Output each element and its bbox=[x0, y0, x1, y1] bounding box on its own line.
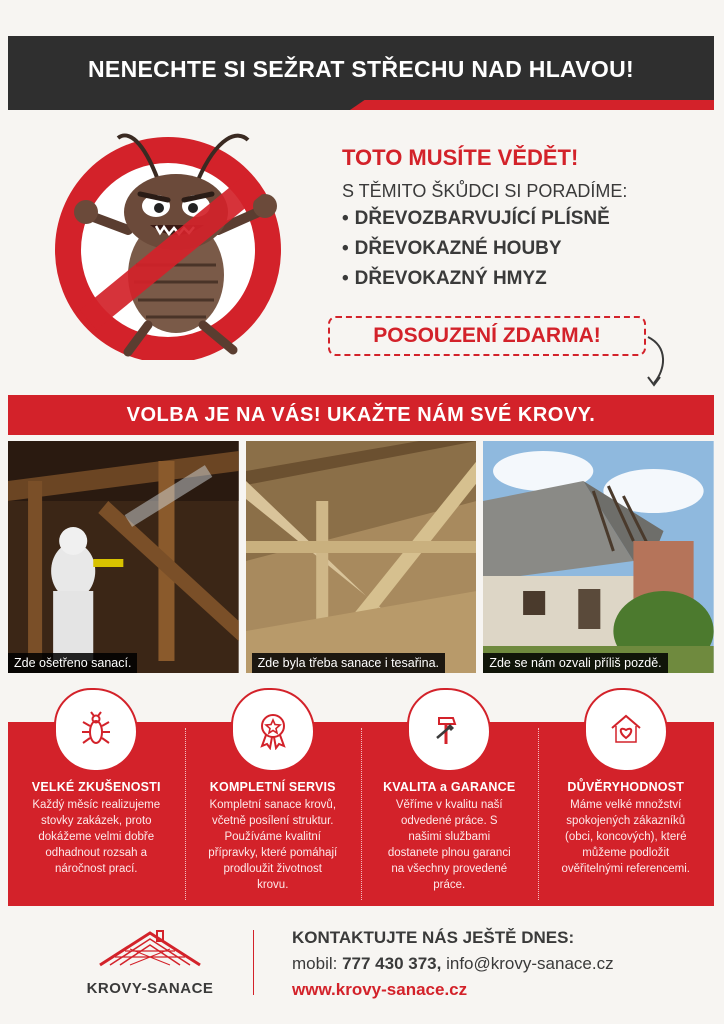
feature-title: KOMPLETNÍ SERVIS bbox=[209, 780, 336, 794]
phone-label: mobil: bbox=[292, 954, 338, 973]
feature-quality bbox=[361, 722, 538, 906]
pest-info bbox=[342, 145, 692, 298]
contact-heading: KONTAKTUJTE NÁS JEŠTĚ DNES: bbox=[292, 928, 575, 947]
bullet-icon: • bbox=[342, 208, 349, 229]
banner-headline: NENECHTE SI SEŽRAT STŘECHU NAD HLAVOU! bbox=[88, 56, 634, 82]
bullet-icon: • bbox=[342, 268, 349, 289]
bug-icon bbox=[54, 688, 138, 772]
feature-title: DŮVĚRYHODNOST bbox=[567, 780, 685, 794]
photo-treated-attic bbox=[8, 441, 239, 673]
free-assessment-badge bbox=[328, 316, 646, 356]
contact-block bbox=[292, 928, 692, 1000]
brand-name: KROVY-SANACE bbox=[86, 980, 214, 997]
photo-caption: Zde se nám ozvali příliš pozdě. bbox=[483, 653, 667, 673]
contact-line bbox=[292, 954, 692, 974]
feature-title: KVALITA a GARANCE bbox=[383, 780, 516, 794]
feature-text: Máme velké množství spokojených zákazníků (obci, koncových), které můžeme podložit ověřitelnými referencemi. bbox=[561, 799, 690, 875]
feature-strip bbox=[8, 722, 714, 906]
hammer-icon bbox=[407, 688, 491, 772]
info-subheadline: S TĚMITO ŠKŮDCI SI PORADÍME: bbox=[342, 181, 628, 201]
photo-attic-repair bbox=[246, 441, 477, 673]
photo-caption: Zde byla třeba sanace i tesařina. bbox=[252, 653, 445, 673]
website-link[interactable]: www.krovy-sanace.cz bbox=[292, 980, 468, 999]
pest-list bbox=[342, 208, 692, 290]
feature-trust bbox=[538, 722, 715, 906]
feature-full-service bbox=[185, 722, 362, 906]
roof-logo-icon bbox=[95, 925, 205, 971]
mid-banner bbox=[8, 395, 714, 435]
bullet-icon: • bbox=[342, 238, 349, 259]
phone-number[interactable]: 777 430 373, bbox=[342, 954, 442, 973]
mid-banner-text: VOLBA JE NA VÁS! UKAŽTE NÁM SVÉ KROVY. bbox=[126, 403, 596, 426]
photo-caption: Zde ošetřeno sanací. bbox=[8, 653, 137, 673]
free-assessment-label: POSOUZENÍ ZDARMA! bbox=[373, 324, 601, 347]
feature-text: Kompletní sanace krovů, včetně posílení struktur. Používáme kvalitní přípravky, které pomáhají prodloužit životnost krovu. bbox=[208, 799, 338, 891]
house-heart-icon bbox=[584, 688, 668, 772]
banner-accent-stripe bbox=[350, 100, 714, 110]
pest-list-item: • DŘEVOZBARVUJÍCÍ PLÍSNĚ bbox=[342, 208, 610, 229]
email-link[interactable]: info@krovy-sanace.cz bbox=[446, 954, 614, 973]
photo-gallery bbox=[8, 441, 714, 673]
curved-arrow-icon bbox=[640, 335, 670, 391]
feature-text: Každý měsíc realizujeme stovky zakázek, proto dokážeme velmi dobře odhadnout rozsah a náročnost prací. bbox=[32, 799, 161, 875]
pest-list-item: • DŘEVOKAZNÉ HOUBY bbox=[342, 238, 562, 259]
feature-title: VELKÉ ZKUŠENOSTI bbox=[31, 780, 161, 794]
top-banner bbox=[8, 36, 714, 110]
company-logo bbox=[60, 925, 240, 1000]
feature-text: Věříme v kvalitu naší odvedené práce. S našimi službami dostanete plnou garanci na všechny provedené práce. bbox=[387, 799, 511, 891]
photo-ruined-house bbox=[483, 441, 714, 673]
feature-experience bbox=[8, 722, 185, 906]
info-headline: TOTO MUSÍTE VĚDĚT! bbox=[342, 145, 579, 170]
no-pest-illustration bbox=[48, 120, 298, 360]
pest-list-item: • DŘEVOKAZNÝ HMYZ bbox=[342, 268, 547, 289]
footer-divider bbox=[253, 930, 254, 995]
award-icon bbox=[231, 688, 315, 772]
